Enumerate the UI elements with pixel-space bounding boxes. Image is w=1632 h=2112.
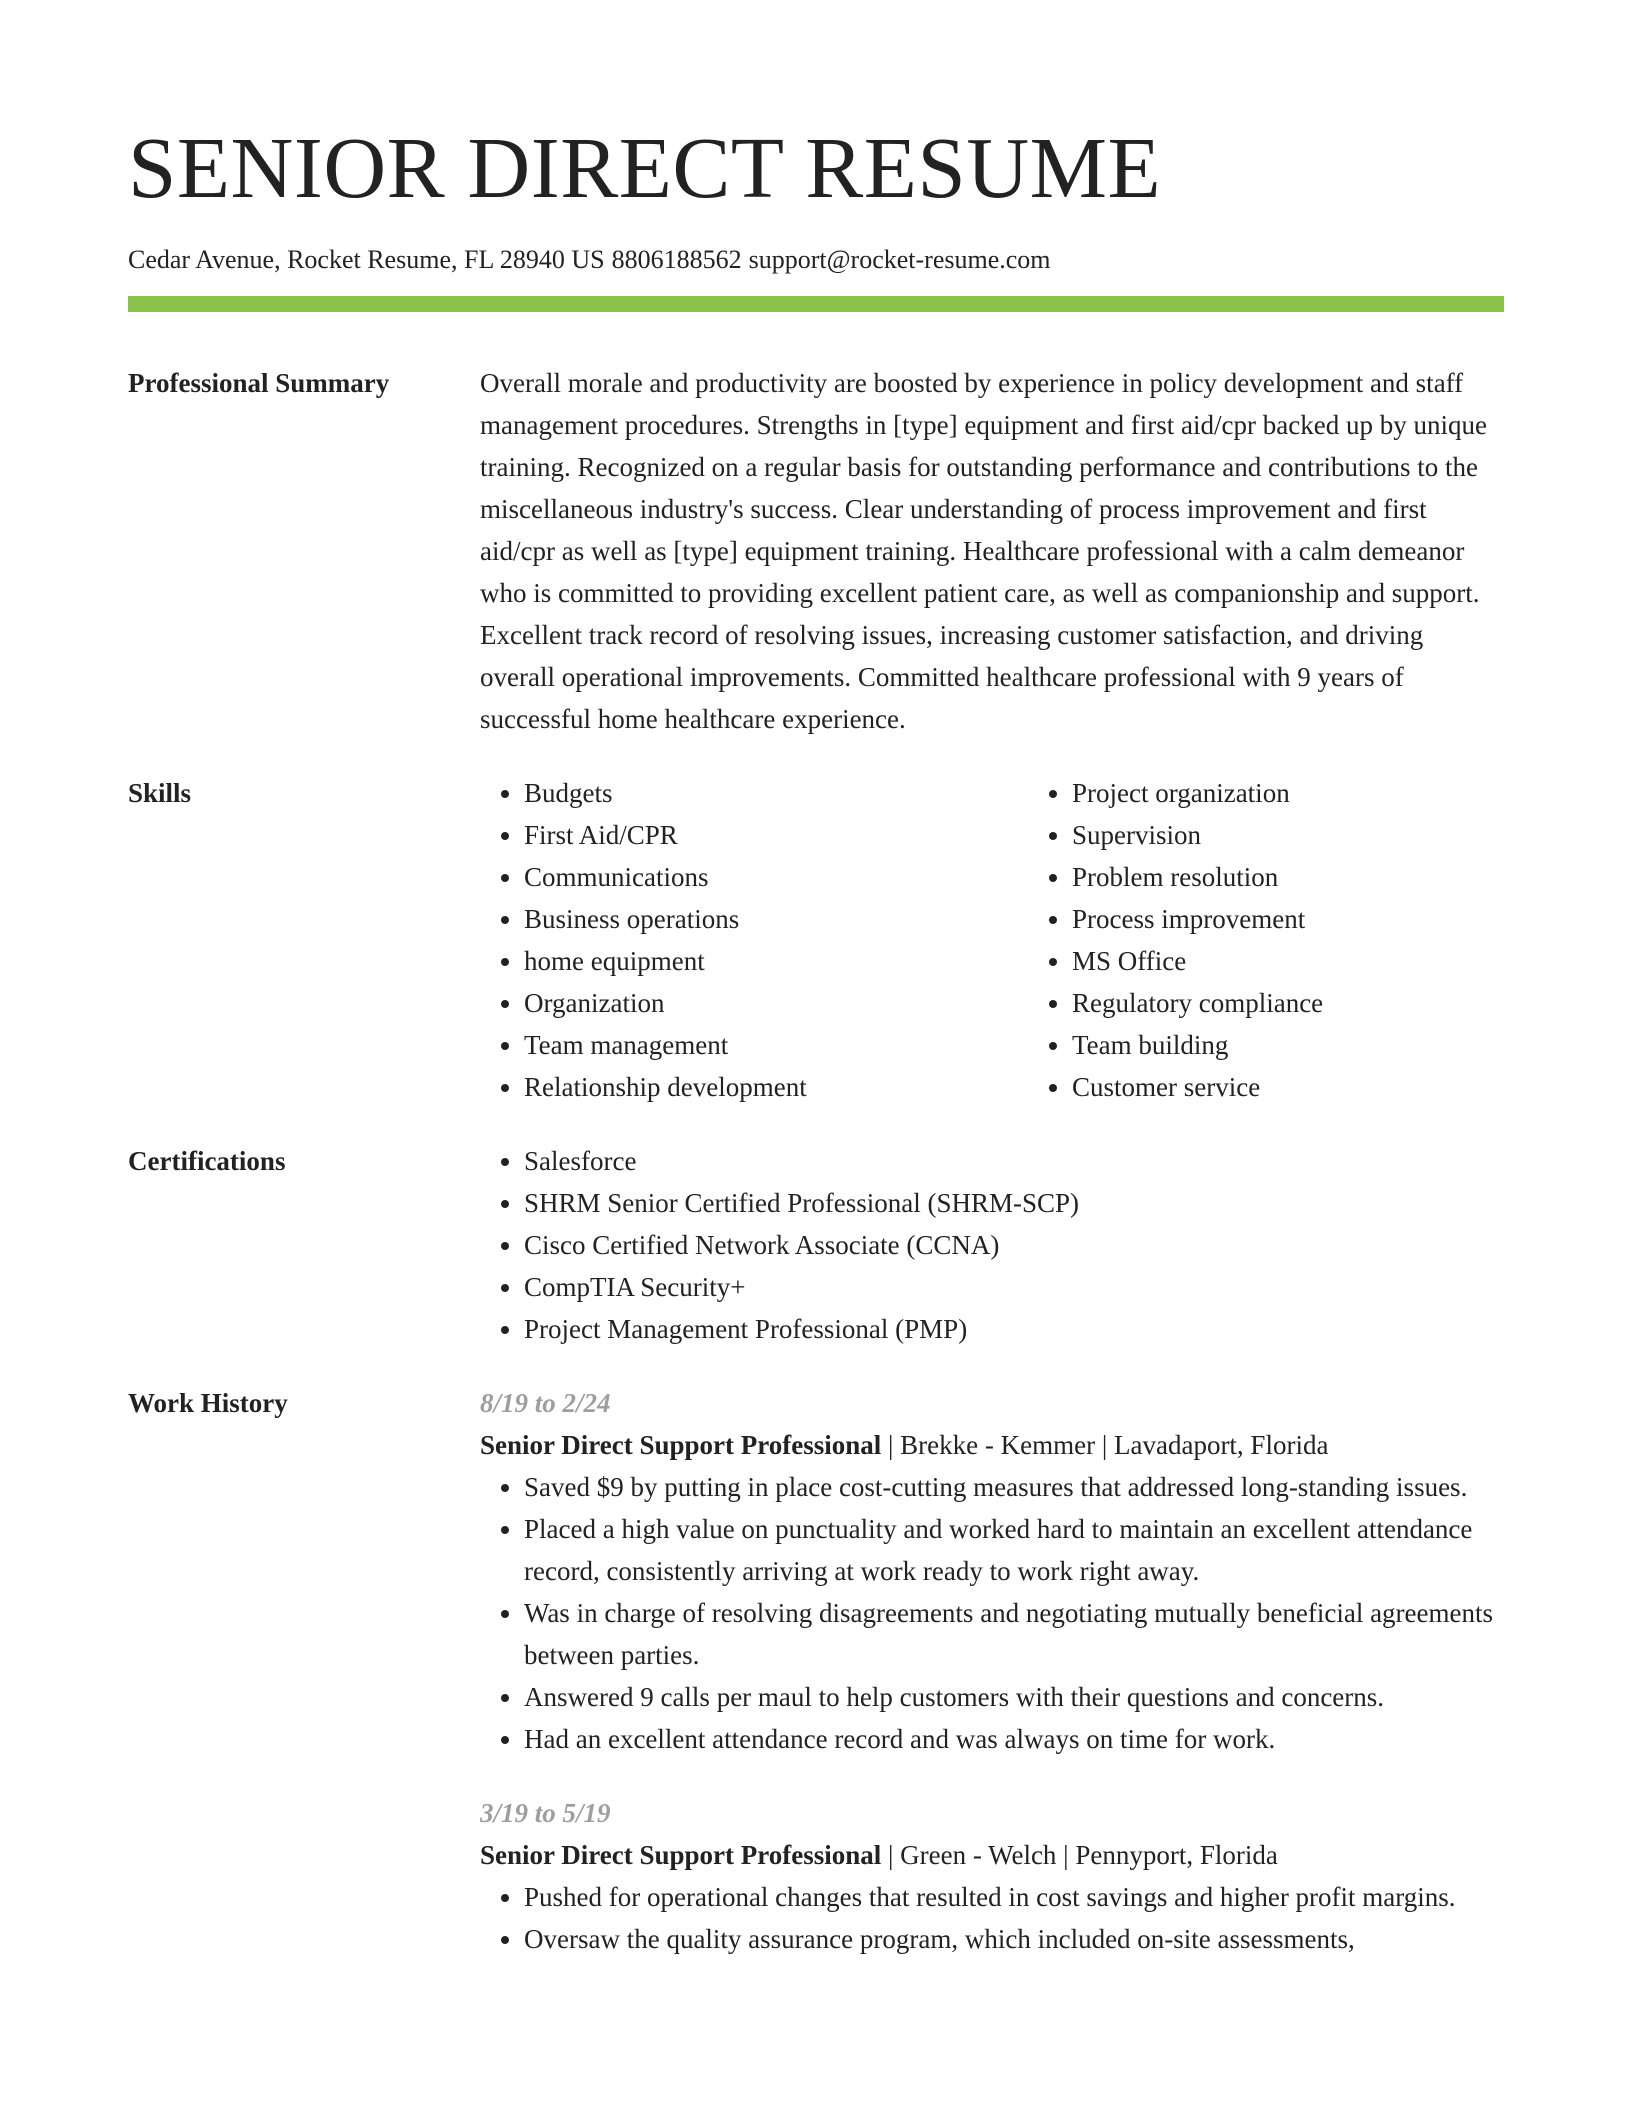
contact-address: Cedar Avenue, Rocket Resume, FL 28940 US bbox=[128, 245, 605, 274]
skill-item: • Regulatory compliance bbox=[1072, 982, 1576, 1024]
skill-item: • Customer service bbox=[1072, 1066, 1576, 1108]
certifications-heading: Certifications bbox=[128, 1146, 286, 1176]
skill-item: • Problem resolution bbox=[1072, 856, 1576, 898]
job-bullet: • Answered 9 calls per maul to help customers with their questions and concerns. bbox=[524, 1676, 1504, 1718]
job-details: | Green - Welch | Pennyport, Florida bbox=[881, 1840, 1278, 1870]
skill-item: • First Aid/CPR bbox=[524, 814, 1028, 856]
work-history-section bbox=[128, 1382, 1504, 1960]
certification-item: • Project Management Professional (PMP) bbox=[524, 1308, 1504, 1350]
certifications-body bbox=[480, 1140, 1504, 1350]
job-bullets bbox=[480, 1466, 1504, 1760]
skills-list-right bbox=[1028, 772, 1576, 1108]
certifications-list bbox=[480, 1140, 1504, 1350]
skill-item: • Budgets bbox=[524, 772, 1028, 814]
skill-item: • Process improvement bbox=[1072, 898, 1576, 940]
contact-phone: 8806188562 bbox=[611, 245, 742, 274]
job-title: Senior Direct Support Professional bbox=[480, 1430, 882, 1460]
job-bullet: • Saved $9 by putting in place cost-cutting measures that addressed long-standing issues. bbox=[524, 1466, 1504, 1508]
work-history-body bbox=[480, 1382, 1504, 1960]
contact-email: support@rocket-resume.com bbox=[748, 245, 1051, 274]
skill-item: • Business operations bbox=[524, 898, 1028, 940]
skill-item: • Team management bbox=[524, 1024, 1028, 1066]
job-entry bbox=[480, 1792, 1504, 1960]
job-title: Senior Direct Support Professional bbox=[480, 1840, 882, 1870]
skill-item: • home equipment bbox=[524, 940, 1028, 982]
resume-name: SENIOR DIRECT RESUME bbox=[128, 119, 1162, 216]
job-bullet: • Was in charge of resolving disagreements and negotiating mutually beneficial agreements between parties. bbox=[524, 1592, 1504, 1676]
skills-section bbox=[128, 772, 1504, 1108]
skill-item: • Project organization bbox=[1072, 772, 1576, 814]
certifications-section bbox=[128, 1140, 1504, 1350]
certification-item: • Cisco Certified Network Associate (CCNA) bbox=[524, 1224, 1504, 1266]
job-details: | Brekke - Kemmer | Lavadaport, Florida bbox=[881, 1430, 1329, 1460]
resume-page bbox=[128, 118, 1504, 1960]
certification-item: • CompTIA Security+ bbox=[524, 1266, 1504, 1308]
job-header bbox=[480, 1834, 1504, 1876]
job-entry bbox=[480, 1382, 1504, 1760]
skill-item: • Supervision bbox=[1072, 814, 1576, 856]
certification-item: • Salesforce bbox=[524, 1140, 1504, 1182]
skills-columns bbox=[480, 772, 1576, 1108]
accent-rule bbox=[128, 296, 1504, 312]
job-dates: 3/19 to 5/19 bbox=[480, 1798, 611, 1828]
job-bullets bbox=[480, 1876, 1504, 1960]
summary-heading: Professional Summary bbox=[128, 368, 390, 398]
job-bullet: • Had an excellent attendance record and was always on time for work. bbox=[524, 1718, 1504, 1760]
job-bullet: • Pushed for operational changes that resulted in cost savings and higher profit margins. bbox=[524, 1876, 1504, 1918]
summary-section bbox=[128, 362, 1504, 740]
skills-list-left bbox=[480, 772, 1028, 1108]
skill-item: • Team building bbox=[1072, 1024, 1576, 1066]
contact-line bbox=[128, 244, 1504, 276]
job-dates: 8/19 to 2/24 bbox=[480, 1388, 611, 1418]
job-bullet: • Placed a high value on punctuality and worked hard to maintain an excellent attendance record, consistently arriving at work ready to work right away. bbox=[524, 1508, 1504, 1592]
skill-item: • Communications bbox=[524, 856, 1028, 898]
skill-item: • MS Office bbox=[1072, 940, 1576, 982]
skill-item: • Relationship development bbox=[524, 1066, 1028, 1108]
skills-heading: Skills bbox=[128, 778, 192, 808]
job-header bbox=[480, 1424, 1504, 1466]
skill-item: • Organization bbox=[524, 982, 1028, 1024]
job-bullet: • Oversaw the quality assurance program, which included on-site assessments, bbox=[524, 1918, 1504, 1960]
work-history-heading: Work History bbox=[128, 1388, 288, 1418]
certification-item: • SHRM Senior Certified Professional (SHRM-SCP) bbox=[524, 1182, 1504, 1224]
summary-text: Overall morale and productivity are boosted by experience in policy development and staff management procedures. Strengths in [type] equipment and first aid/cpr backed up by unique training. Recognized on a regular basis for outstanding performance and contributions to the miscellaneous industry's success. Clear understanding of process improvement and first aid/cpr as well as [type] equipment training. Healthcare professional with a calm demeanor who is committed to providing excellent patient care, as well as companionship and support. Excellent track record of resolving issues, increasing customer satisfaction, and driving overall operational improvements. Committed healthcare professional with 9 years of successful home healthcare experience. bbox=[480, 368, 1487, 734]
